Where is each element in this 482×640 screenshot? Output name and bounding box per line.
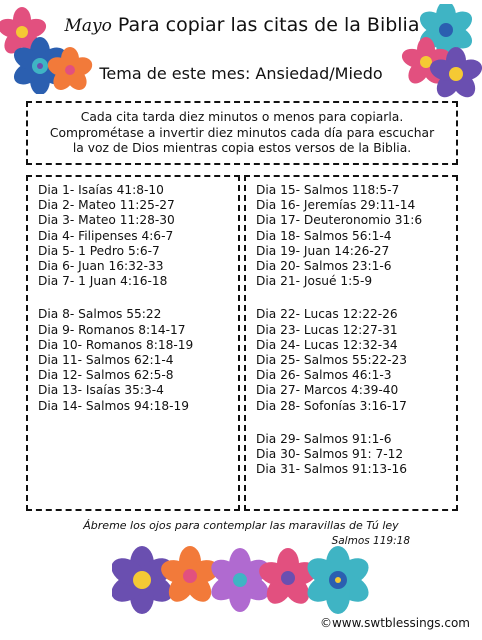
- reading-item: Dia 17- Deuteronomio 31:6: [256, 213, 423, 228]
- reading-item: Dia 5- 1 Pedro 5:6-7: [38, 243, 160, 258]
- reading-item: Dia 18- Salmos 56:1-4: [256, 228, 392, 243]
- reading-item: Dia 25- Salmos 55:22-23: [256, 353, 408, 368]
- reading-item: Dia 1- Isaías 41:8-10: [38, 183, 164, 197]
- reading-item: Dia 10- Romanos 8:18-19: [38, 337, 194, 352]
- reading-item: Dia 20- Salmos 23:1-6: [256, 259, 392, 274]
- footer-quote: Ábreme los ojos para contemplar las maravillas de Tú ley: [83, 519, 399, 532]
- reading-item: Dia 11- Salmos 62:1-4: [38, 353, 174, 368]
- intro-line: la voz de Dios mientras copia estos versos de la Biblia.: [72, 141, 412, 155]
- reading-item: Dia 24- Lucas 12:32-34: [256, 337, 398, 352]
- intro-box: [26, 101, 458, 165]
- title-text: Para copiar las citas de la Biblia: [117, 14, 420, 36]
- reading-item: Dia 21- Josué 1:5-9: [256, 274, 373, 289]
- reading-item: Dia 22- Lucas 12:22-26: [256, 307, 398, 322]
- reading-item: Dia 19- Juan 14:26-27: [256, 243, 390, 258]
- reading-item: Dia 8- Salmos 55:22: [38, 307, 162, 322]
- reading-item: Dia 12- Salmos 62:5-8: [38, 368, 174, 383]
- reading-item: Dia 6- Juan 16:32-33: [38, 259, 164, 274]
- month-label: Mayo: [64, 16, 112, 36]
- website-credit: ©www.swtblessings.com: [319, 616, 470, 630]
- reading-item: Dia 13- Isaías 35:3-4: [38, 383, 164, 398]
- intro-line: Cada cita tarda diez minutos o menos para copiarla.: [80, 110, 404, 124]
- reading-item: Dia 3- Mateo 11:28-30: [38, 213, 175, 228]
- reading-item: Dia 4- Filipenses 4:6-7: [38, 228, 174, 243]
- readings-column-left: [26, 175, 240, 511]
- readings-column-right: [244, 175, 458, 511]
- page-title: [52, 14, 432, 36]
- reading-item: Dia 7- 1 Juan 4:16-18: [38, 274, 168, 289]
- reading-item: Dia 16- Jeremías 29:11-14: [256, 198, 416, 213]
- reading-item: Dia 2- Mateo 11:25-27: [38, 198, 175, 213]
- footer-reference: Salmos 119:18: [331, 535, 410, 547]
- reading-item: Dia 29- Salmos 91:1-6: [256, 431, 392, 446]
- intro-line: Comprométase a invertir diez minutos cada día para escuchar: [49, 125, 435, 140]
- reading-item: Dia 23- Lucas 12:27-31: [256, 322, 398, 337]
- flower-cluster-bottom: [112, 540, 374, 622]
- reading-item: Dia 27- Marcos 4:39-40: [256, 383, 399, 398]
- theme-line: Tema de este mes: Ansiedad/Miedo: [99, 64, 383, 83]
- reading-item: Dia 31- Salmos 91:13-16: [256, 462, 408, 477]
- reading-item: Dia 14- Salmos 94:18-19: [38, 398, 190, 413]
- reading-item: Dia 30- Salmos 91: 7-12: [256, 447, 404, 462]
- reading-item: Dia 9- Romanos 8:14-17: [38, 322, 186, 337]
- reading-item: Dia 15- Salmos 118:5-7: [256, 183, 400, 197]
- reading-item: Dia 26- Salmos 46:1-3: [256, 368, 392, 383]
- reading-item: Dia 28- Sofonías 3:16-17: [256, 398, 407, 413]
